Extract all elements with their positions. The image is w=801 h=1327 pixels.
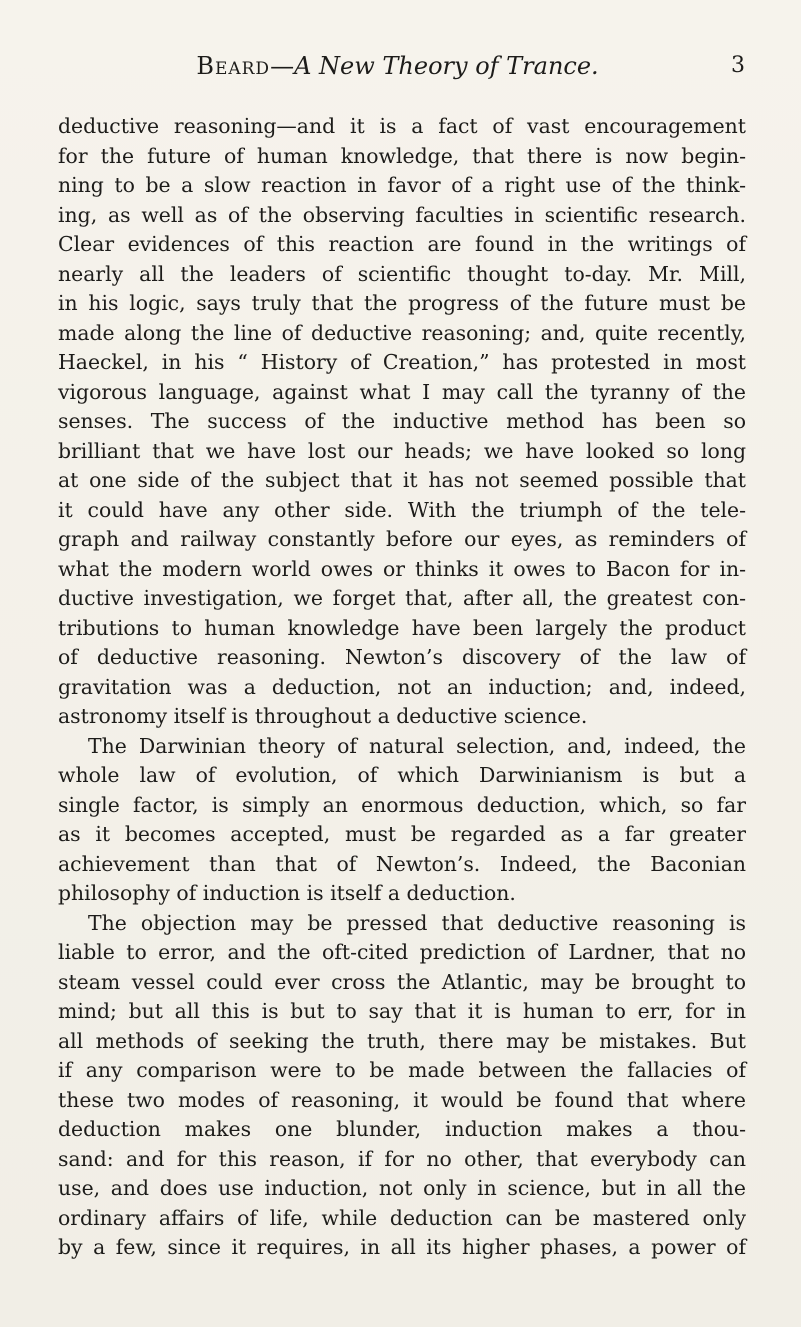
text-line: of deductive reasoning. Newton’s discovery of the law of	[58, 645, 746, 669]
text-line: at one side of the subject that it has not seemed possible that	[58, 468, 746, 492]
text-line: The objection may be pressed that deductive reasoning is	[88, 910, 746, 935]
text-line: single factor, is simply an enormous deduction, which, so far	[58, 792, 746, 817]
text-line: as it becomes accepted, must be regarded as a far greater	[58, 822, 746, 846]
running-head	[50, 48, 745, 84]
text-line: The Darwinian theory of natural selection, and, indeed, the	[88, 733, 746, 758]
text-line: made along the line of deductive reasoning; and, quite recently,	[58, 320, 746, 345]
running-head-separator: —	[270, 52, 295, 80]
text-line: in his logic, says truly that the progress of the future must be	[58, 291, 746, 315]
text-line: senses. The success of the inductive method has been so	[58, 409, 746, 433]
text-line: steam vessel could ever cross the Atlantic, may be brought to	[58, 969, 746, 994]
paragraph-1	[58, 112, 746, 732]
text-line: philosophy of induction is itself a deduction.	[58, 881, 516, 905]
page-number: 3	[731, 53, 745, 78]
paragraph-3	[58, 909, 746, 1263]
text-line: deductive reasoning—and it is a fact of vast encouragement	[58, 114, 746, 138]
text-line: if any comparison were to be made between the fallacies of	[58, 1058, 746, 1082]
text-line: what the modern world owes or thinks it owes to Bacon for in-	[58, 556, 746, 581]
text-line: astronomy itself is throughout a deductive science.	[58, 704, 588, 728]
text-line: it could have any other side. With the triumph of the tele-	[58, 497, 746, 522]
text-line: liable to error, and the oft-cited prediction of Lardner, that no	[58, 940, 746, 964]
text-line: these two modes of reasoning, it would be found that where	[58, 1087, 746, 1112]
paragraph-2	[58, 732, 746, 909]
body-text	[58, 112, 746, 1263]
text-line: achievement than that of Newton’s. Indeed, the Baconian	[58, 851, 746, 876]
text-line: brilliant that we have lost our heads; we have looked so long	[58, 438, 746, 463]
text-line: ordinary affairs of life, while deduction can be mastered only	[58, 1205, 746, 1230]
text-line: vigorous language, against what I may call the tyranny of the	[58, 379, 746, 404]
running-head-title	[50, 48, 745, 84]
text-line: graph and railway constantly before our eyes, as reminders of	[58, 527, 746, 551]
text-line: for the future of human knowledge, that there is now begin-	[58, 143, 746, 168]
running-head-author: Beard	[196, 52, 271, 80]
text-line: ductive investigation, we forget that, after all, the greatest con-	[58, 586, 746, 610]
text-line: whole law of evolution, of which Darwinianism is but a	[58, 763, 746, 787]
text-line: use, and does use induction, not only in science, but in all the	[58, 1176, 746, 1200]
text-line: deduction makes one blunder, induction makes a thou-	[58, 1117, 746, 1141]
text-line: tributions to human knowledge have been largely the product	[58, 615, 746, 640]
text-line: mind; but all this is but to say that it is human to err, for in	[58, 999, 746, 1023]
text-line: nearly all the leaders of scientific thought to-day. Mr. Mill,	[58, 261, 746, 286]
text-line: Clear evidences of this reaction are found in the writings of	[58, 232, 746, 256]
text-line: ning to be a slow reaction in favor of a right use of the think-	[58, 173, 746, 197]
text-line: sand: and for this reason, if for no other, that everybody can	[58, 1146, 746, 1171]
running-head-book-title: A New Theory of Trance.	[294, 52, 599, 80]
text-line: all methods of seeking the truth, there may be mistakes. But	[58, 1028, 746, 1053]
text-line: by a few, since it requires, in all its higher phases, a power of	[58, 1235, 746, 1259]
text-line: Haeckel, in his “ History of Creation,” has protested in most	[58, 350, 746, 374]
text-line: ing, as well as of the observing faculties in scientific research.	[58, 202, 746, 227]
text-line: gravitation was a deduction, not an induction; and, indeed,	[58, 674, 746, 699]
